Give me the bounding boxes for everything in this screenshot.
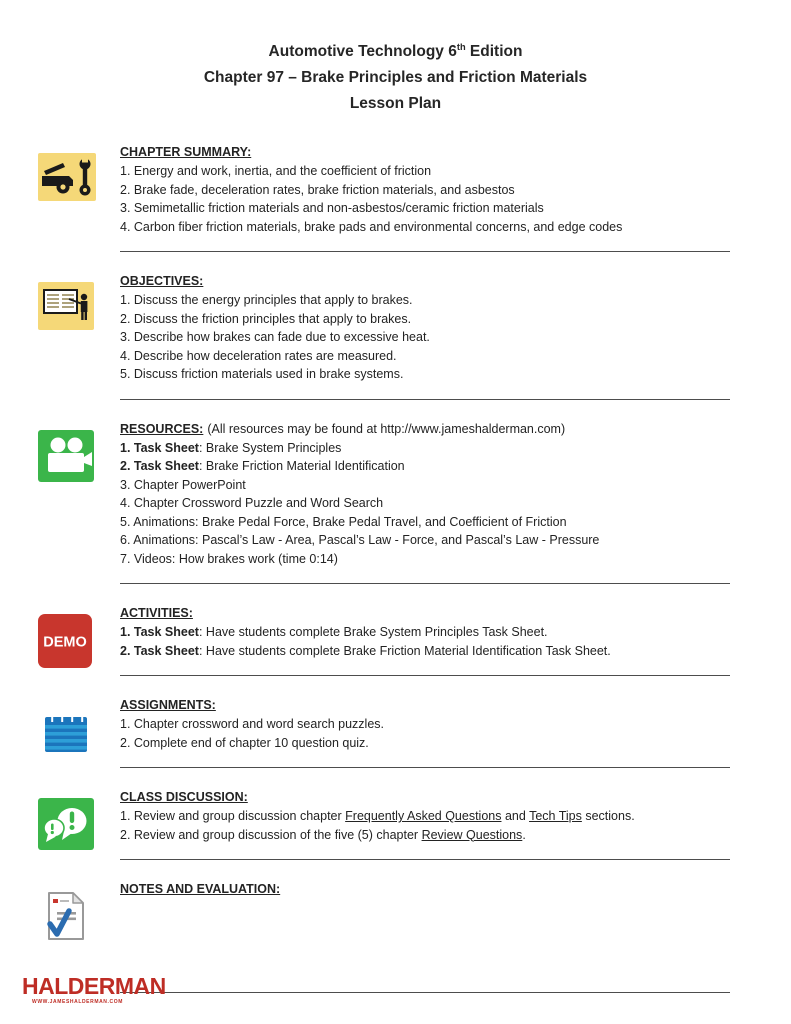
halderman-logo bbox=[22, 974, 166, 1005]
list-item-text: 4. Describe how deceleration rates are measured. bbox=[120, 348, 397, 363]
section-divider bbox=[120, 767, 730, 768]
section-heading bbox=[120, 880, 730, 899]
list-item-text: 2. Task Sheet bbox=[120, 643, 199, 658]
document-footer bbox=[22, 974, 166, 1005]
list-item bbox=[120, 715, 730, 734]
document-title-line3: Lesson Plan bbox=[349, 95, 442, 113]
section-heading-label: ASSIGNMENTS: bbox=[120, 698, 216, 713]
list-item-text: 1. Chapter crossword and word search puzzles. bbox=[120, 717, 385, 732]
list-item-text: Frequently Asked Questions bbox=[345, 809, 502, 824]
list-item-text: 2. Task Sheet bbox=[120, 459, 199, 474]
section-heading-label: OBJECTIVES: bbox=[120, 274, 204, 289]
section-heading bbox=[120, 143, 730, 162]
section-content bbox=[120, 143, 730, 272]
list-item bbox=[120, 550, 730, 569]
list-item-text: 2. Review and group discussion of the five (5) chapter bbox=[120, 827, 422, 842]
section-icon-column bbox=[38, 788, 120, 880]
list-item bbox=[120, 734, 730, 753]
section-heading bbox=[120, 420, 730, 439]
list-item-text: 1. Task Sheet bbox=[120, 440, 199, 455]
list-item-text: 1. Review and group discussion chapter bbox=[120, 809, 346, 824]
section-divider bbox=[120, 992, 730, 993]
section-class-discussion bbox=[38, 788, 791, 880]
halderman-logo-text: HALDERMAN bbox=[22, 973, 166, 999]
section-heading bbox=[120, 696, 730, 715]
section-heading-note: (All resources may be found at http://www.jameshalderman.com) bbox=[207, 421, 566, 436]
list-item bbox=[120, 457, 730, 476]
list-item-text: 6. Animations: Pascal’s Law - Area, Pascal’s Law - Force, and Pascal’s Law - Pressure bbox=[120, 533, 600, 548]
section-heading-label: CLASS DISCUSSION: bbox=[120, 790, 248, 805]
list-item-text: and bbox=[501, 809, 530, 824]
list-item-text: 1. Discuss the energy principles that apply to brakes. bbox=[120, 293, 413, 308]
list-item bbox=[120, 807, 730, 826]
section-icon-column bbox=[38, 604, 120, 696]
list-item-text: : Have students complete Brake Friction Material Identification Task Sheet. bbox=[198, 643, 611, 658]
section-divider bbox=[120, 675, 730, 676]
list-item bbox=[120, 642, 730, 661]
section-content bbox=[120, 272, 730, 420]
title-edition-superscript: th bbox=[456, 42, 466, 52]
list-item bbox=[120, 476, 730, 495]
demo-icon bbox=[38, 614, 96, 668]
list-item bbox=[120, 494, 730, 513]
section-content bbox=[120, 420, 730, 605]
section-icon-column bbox=[38, 420, 120, 605]
list-item bbox=[120, 439, 730, 458]
list-item bbox=[120, 826, 730, 845]
list-item bbox=[120, 623, 730, 642]
list-item-text: Tech Tips bbox=[529, 809, 582, 824]
section-icon-column bbox=[38, 696, 120, 788]
document-title-line2: Chapter 97 – Brake Principles and Friction Materials bbox=[203, 69, 588, 87]
list-item bbox=[120, 218, 730, 237]
notes-writing-space bbox=[120, 899, 730, 977]
section-icon-column bbox=[38, 272, 120, 420]
list-item bbox=[120, 291, 730, 310]
list-item-text: 1. Task Sheet bbox=[120, 625, 199, 640]
list-item-text: Review Questions bbox=[421, 827, 523, 842]
section-divider bbox=[120, 251, 730, 252]
list-item bbox=[120, 531, 730, 550]
list-item bbox=[120, 365, 730, 384]
section-divider bbox=[120, 859, 730, 860]
section-content bbox=[120, 696, 730, 788]
list-item bbox=[120, 310, 730, 329]
list-item-text: : Brake System Principles bbox=[198, 440, 342, 455]
section-content bbox=[120, 604, 730, 696]
list-item bbox=[120, 328, 730, 347]
list-item bbox=[120, 199, 730, 218]
list-item-text: 2. Discuss the friction principles that apply to brakes. bbox=[120, 311, 412, 326]
title-edition-suffix: Edition bbox=[465, 43, 523, 61]
section-assignments bbox=[38, 696, 791, 788]
list-item-text: 2. Complete end of chapter 10 question quiz. bbox=[120, 735, 369, 750]
document-title-line1 bbox=[0, 34, 791, 65]
list-item-text: 5. Discuss friction materials used in brake systems. bbox=[120, 367, 404, 382]
list-item-text: 2. Brake fade, deceleration rates, brake friction materials, and asbestos bbox=[120, 182, 515, 197]
section-objectives bbox=[38, 272, 791, 420]
list-item bbox=[120, 162, 730, 181]
list-item-text: 7. Videos: How brakes work (time 0:14) bbox=[120, 551, 338, 566]
list-item-text: : Brake Friction Material Identification bbox=[198, 459, 405, 474]
section-heading-label: CHAPTER SUMMARY: bbox=[120, 145, 252, 160]
section-heading bbox=[120, 788, 730, 807]
svg-text:DEMO: DEMO bbox=[43, 634, 87, 651]
section-divider bbox=[120, 583, 730, 584]
section-content bbox=[120, 880, 730, 1013]
section-heading-label: RESOURCES: bbox=[120, 421, 204, 436]
list-item bbox=[120, 513, 730, 532]
sections-container bbox=[38, 143, 791, 1013]
document-check-icon bbox=[38, 890, 96, 942]
list-item-text: . bbox=[522, 827, 526, 842]
list-item bbox=[120, 181, 730, 200]
section-activities bbox=[38, 604, 791, 696]
section-divider bbox=[120, 399, 730, 400]
list-item-text: 4. Carbon fiber friction materials, brake pads and environmental concerns, and edge codes bbox=[120, 219, 623, 234]
section-heading-label: ACTIVITIES: bbox=[120, 606, 193, 621]
list-item bbox=[120, 347, 730, 366]
section-heading bbox=[120, 604, 730, 623]
discussion-icon bbox=[38, 798, 96, 850]
list-item-text: 3. Describe how brakes can fade due to excessive heat. bbox=[120, 330, 430, 345]
section-heading bbox=[120, 272, 730, 291]
title-edition-prefix: Automotive Technology 6 bbox=[268, 43, 457, 61]
notepad-icon bbox=[38, 706, 96, 758]
list-item-text: 4. Chapter Crossword Puzzle and Word Search bbox=[120, 496, 384, 511]
section-heading-label: NOTES AND EVALUATION: bbox=[120, 882, 281, 897]
section-chapter-summary bbox=[38, 143, 791, 272]
teacher-board-icon bbox=[38, 282, 96, 330]
halderman-logo-tagline: WWW.JAMESHALDERMAN.COM bbox=[32, 999, 123, 1005]
list-item-text: 5. Animations: Brake Pedal Force, Brake Pedal Travel, and Coefficient of Friction bbox=[120, 514, 567, 529]
list-item-text: 3. Semimetallic friction materials and non-asbestos/ceramic friction materials bbox=[120, 201, 544, 216]
video-camera-icon bbox=[38, 430, 96, 482]
list-item-text: 3. Chapter PowerPoint bbox=[120, 477, 246, 492]
section-content bbox=[120, 788, 730, 880]
car-repair-icon bbox=[38, 153, 96, 201]
section-resources bbox=[38, 420, 791, 605]
list-item-text: : Have students complete Brake System Principles Task Sheet. bbox=[198, 625, 548, 640]
list-item-text: sections. bbox=[581, 809, 635, 824]
document-header bbox=[0, 34, 791, 117]
section-icon-column bbox=[38, 143, 120, 272]
list-item-text: 1. Energy and work, inertia, and the coefficient of friction bbox=[120, 164, 432, 179]
